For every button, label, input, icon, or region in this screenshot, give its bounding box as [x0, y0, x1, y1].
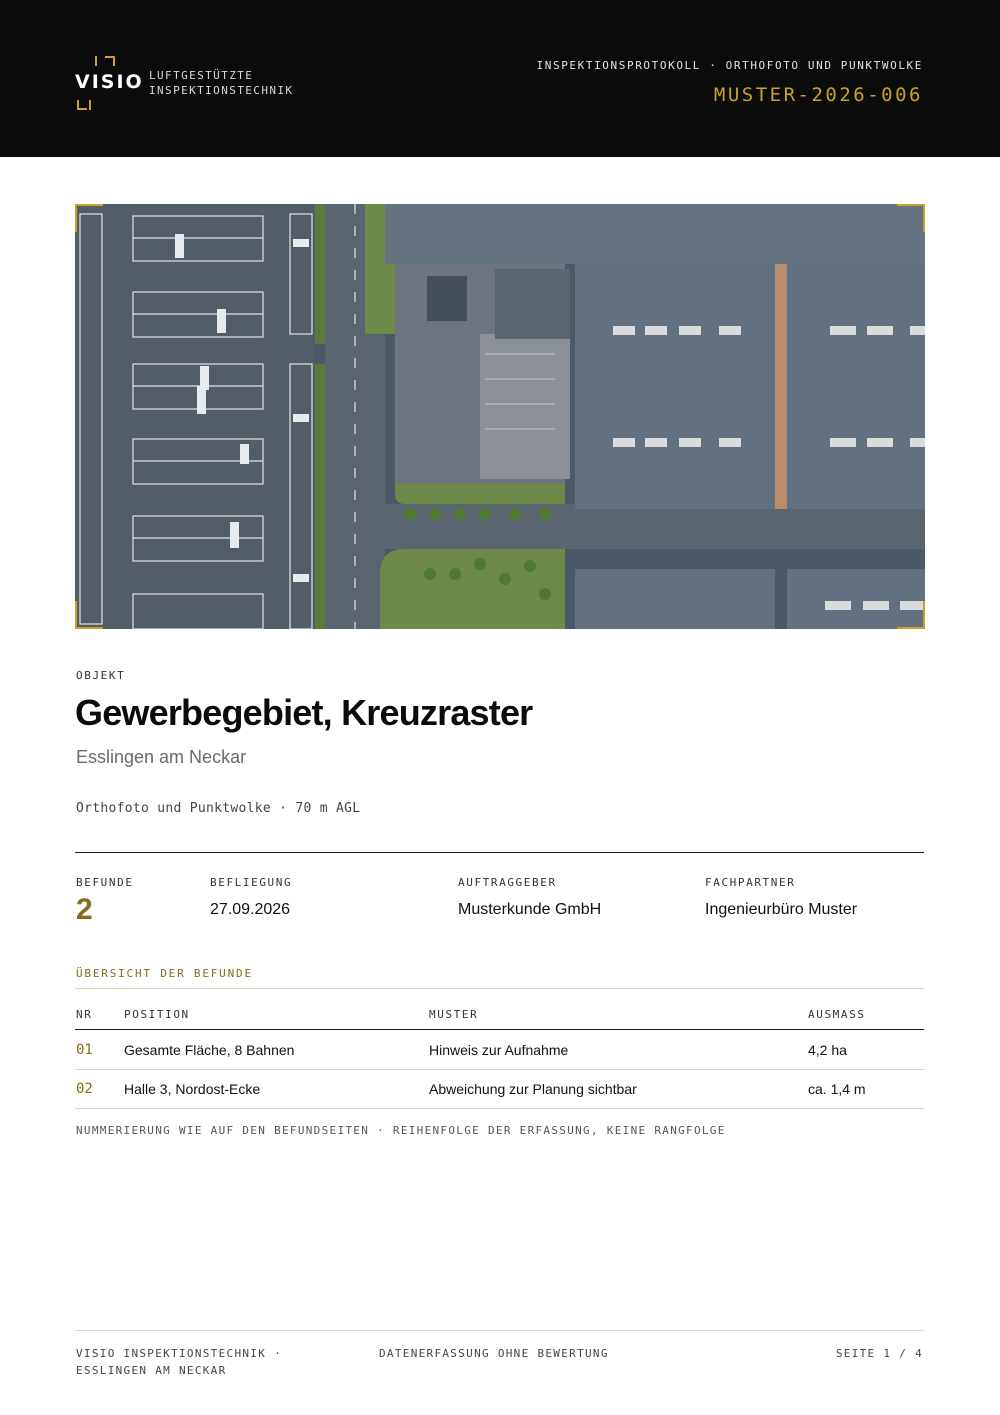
object-meta: Orthofoto und Punktwolke · 70 m AGL — [76, 801, 361, 816]
finding-position: Halle 3, Nordost-Ecke — [124, 1081, 261, 1097]
befunde-label: BEFUNDE — [76, 876, 134, 889]
summary-fachpartner — [705, 876, 857, 919]
object-location: Esslingen am Neckar — [76, 747, 247, 767]
table-row — [75, 1069, 924, 1107]
fachpartner-name: Ingenieurbüro Muster — [705, 901, 858, 918]
befunde-count: 2 — [76, 893, 93, 926]
footer-disclaimer: DATENERFASSUNG OHNE BEWERTUNG — [379, 1347, 609, 1360]
tagline-line-1: LUFTGESTÜTZTE — [149, 69, 254, 82]
column-header-nr: NR — [76, 1008, 93, 1021]
befliegung-label: BEFLIEGUNG — [210, 876, 293, 889]
footer-company-line-1: VISIO INSPEKTIONSTECHNIK · — [76, 1347, 282, 1360]
document-number: MUSTER-2026-006 — [713, 84, 923, 106]
logo-wordmark: VISIO — [75, 71, 144, 93]
divider — [75, 852, 924, 853]
object-title: Gewerbegebiet, Kreuzraster — [75, 692, 533, 733]
fachpartner-label: FACHPARTNER — [705, 876, 796, 889]
logo-bracket-icon — [89, 100, 91, 110]
logo-bracket-icon — [95, 56, 97, 66]
object-label: OBJEKT — [76, 669, 126, 682]
auftraggeber-label: AUFTRAGGEBER — [458, 876, 557, 889]
logo-bracket-icon — [77, 100, 87, 110]
footer-company — [76, 1345, 282, 1379]
summary-befliegung — [210, 876, 292, 919]
column-header-ausmass: AUSMASS — [808, 1008, 866, 1021]
protocol-type: INSPEKTIONSPROTOKOLL · ORTHOFOTO UND PUNKTWOLKE — [536, 59, 923, 72]
footer-divider — [75, 1330, 924, 1331]
findings-note: NUMMERIERUNG WIE AUF DEN BEFUNDSEITEN · REIHENFOLGE DER ERFASSUNG, KEINE RANGFOLGE — [76, 1124, 726, 1137]
finding-nr: 01 — [76, 1042, 93, 1058]
footer-company-line-2: ESSLINGEN AM NECKAR — [76, 1364, 227, 1377]
photo-corner-marker-icon — [75, 204, 103, 232]
divider — [75, 988, 924, 989]
finding-ausmass: 4,2 ha — [808, 1042, 847, 1058]
table-row — [75, 1030, 924, 1068]
logo-bracket-icon — [105, 56, 115, 66]
divider — [75, 1108, 924, 1109]
findings-section-title: ÜBERSICHT DER BEFUNDE — [76, 967, 253, 980]
finding-ausmass: ca. 1,4 m — [808, 1081, 866, 1097]
befliegung-date: 27.09.2026 — [210, 901, 291, 918]
photo-corner-marker-icon — [897, 601, 925, 629]
finding-muster: Hinweis zur Aufnahme — [429, 1042, 569, 1058]
company-tagline — [149, 68, 293, 98]
auftraggeber-name: Musterkunde GmbH — [458, 901, 602, 918]
photo-corner-marker-icon — [75, 601, 103, 629]
aerial-orthophoto — [75, 204, 925, 629]
visio-logo — [75, 56, 144, 112]
orthophoto-image — [75, 204, 925, 629]
finding-position: Gesamte Fläche, 8 Bahnen — [124, 1042, 295, 1058]
finding-muster: Abweichung zur Planung sichtbar — [429, 1081, 637, 1097]
page-number: SEITE 1 / 4 — [835, 1347, 923, 1360]
finding-nr: 02 — [76, 1081, 93, 1097]
summary-befunde — [76, 876, 134, 927]
summary-auftraggeber — [458, 876, 601, 919]
page-header — [0, 0, 1000, 157]
tagline-line-2: INSPEKTIONSTECHNIK — [149, 84, 294, 97]
column-header-muster: MUSTER — [429, 1008, 479, 1021]
photo-corner-marker-icon — [897, 204, 925, 232]
column-header-position: POSITION — [124, 1008, 190, 1021]
